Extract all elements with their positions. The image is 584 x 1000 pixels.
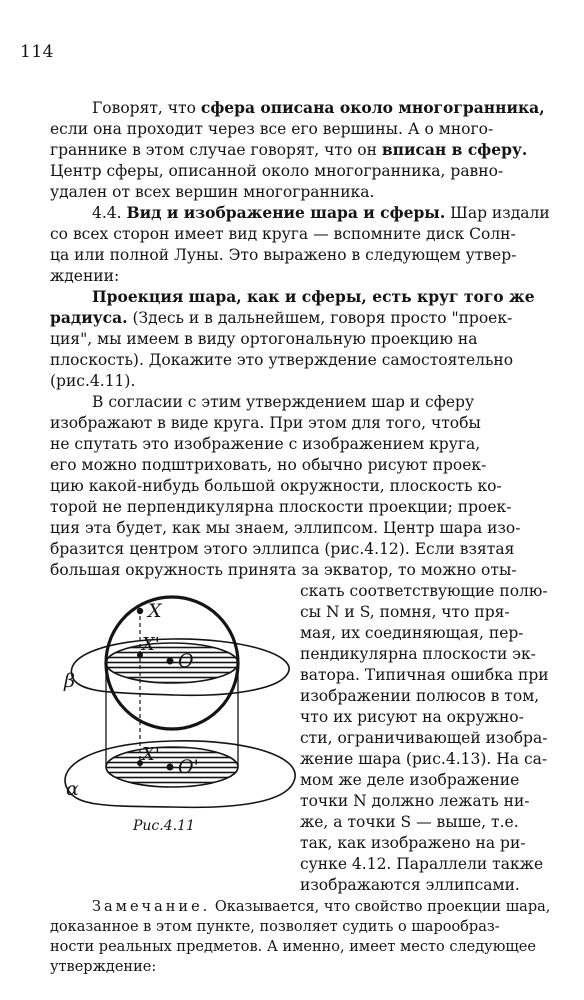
text-run: Шар издали [445,204,550,222]
text-run: Говорят, что [92,99,201,117]
paragraph-3-line-11: сы N и S, помня, что пря- [300,603,510,621]
text-run: (Здесь и в дальнейшем, говоря просто "проек- [127,309,513,327]
statement-bold: Проекция шара, как и сферы, есть круг того же [92,287,535,306]
paragraph-1-line-2: если она проходит через все его вершины. А о много- [50,120,494,138]
paragraph-1-line-4: Центр сферы, описанной около многогранника, равно- [50,162,504,180]
note-line-2: доказанное в этом пункте, позволяет судить о шарообраз- [50,919,500,935]
note-heading: Замечание. [92,899,211,915]
paragraph-3-line-9: большая окружность принята за экватор, то можно оты- [50,561,517,579]
figure-caption: Рис.4.11 [133,818,195,834]
label-x: X [148,600,162,622]
label-o-prime: O' [178,756,199,778]
point-o-prime [167,764,174,771]
paragraph-3-line-17: сти, ограничивающей изобра- [300,729,548,747]
bold-term: сфера описана около многогранника, [200,98,545,117]
page-number: 114 [20,42,54,62]
section-line-3: ца или полной Луны. Это выражено в следующем утвер- [50,246,517,264]
statement-line-3: ция", мы имеем в виду ортогональную проекцию на [50,330,478,348]
section-line-2: со всех сторон имеет вид круга — вспомните диск Солн- [50,225,516,243]
paragraph-3-line-8: бразится центром этого эллипса (рис.4.12). Если взятая [50,540,515,558]
paragraph-3-line-4: его можно подштриховать, но обычно рисуют проек- [50,456,487,474]
paragraph-3-line-15: изображении полюсов в том, [300,687,540,705]
note-line-1 [92,897,550,917]
paragraph-3-line-24: изображаются эллипсами. [300,876,520,894]
label-x-prime-lower: X' [142,744,160,765]
paragraph-3-line-19: мом же деле изображение [300,771,520,789]
paragraph-1-line-5: удален от всех вершин многогранника. [50,183,375,201]
paragraph-3-line-16: что их рисуют на окружно- [300,708,524,726]
paragraph-3-line-12: мая, их соединяющая, пер- [300,624,524,642]
paragraph-3-line-7: ция эта будет, как мы знаем, эллипсом. Центр шара изо- [50,519,521,537]
section-number: 4.4. [92,204,122,222]
note-line-3: ности реальных предметов. А именно, имеет место следующее [50,939,536,955]
label-alpha: α [66,778,79,800]
label-beta: β [64,670,75,692]
section-heading-line [92,203,550,223]
statement-line-2 [50,308,512,328]
paragraph-3-line-5: цию какой-нибудь большой окружности, плоскость ко- [50,477,502,495]
paragraph-3-line-23: сунке 4.12. Параллели также [300,855,544,873]
section-title: Вид и изображение шара и сферы. [126,203,446,222]
paragraph-3-line-18: жение шара (рис.4.13). На са- [300,750,548,768]
bold-term: вписан в сферу. [381,140,528,159]
statement-bold: радиуса. [50,308,128,327]
paragraph-1-line-1 [92,98,545,118]
text-run: Оказывается, что свойство проекции шара, [210,899,551,915]
text-run: граннике в этом случае говорят, что он [50,141,382,159]
paragraph-3-line-20: точки N должно лежать ни- [300,792,530,810]
point-x [137,608,143,614]
paragraph-3-line-22: так, как изображено на ри- [300,834,526,852]
label-x-prime-upper: X' [142,634,160,655]
note-line-4: утверждение: [50,959,157,975]
paragraph-3-line-13: пендикулярна плоскости эк- [300,645,536,663]
statement-line-5: (рис.4.11). [50,372,136,390]
paragraph-3-line-14: ватора. Типичная ошибка при [300,666,549,684]
paragraph-3-line-2: изображают в виде круга. При этом для того, чтобы [50,414,481,432]
statement-line-1 [92,287,535,307]
point-o [167,658,174,665]
label-o: O [178,650,194,672]
paragraph-3-line-3: не спутать это изображение с изображением круга, [50,435,481,453]
paragraph-1-line-3 [50,140,527,160]
sphere-projection-figure [52,595,307,820]
statement-line-4: плоскость). Докажите это утверждение самостоятельно [50,351,514,369]
paragraph-3-line-6: торой не перпендикулярна плоскости проекции; проек- [50,498,512,516]
section-line-4: ждении: [50,267,120,285]
paragraph-3-line-1: В согласии с этим утверждением шар и сферу [92,393,475,411]
paragraph-3-line-21: же, а точки S — выше, т.е. [300,813,519,831]
paragraph-3-line-10: скать соответствующие полю- [300,582,548,600]
